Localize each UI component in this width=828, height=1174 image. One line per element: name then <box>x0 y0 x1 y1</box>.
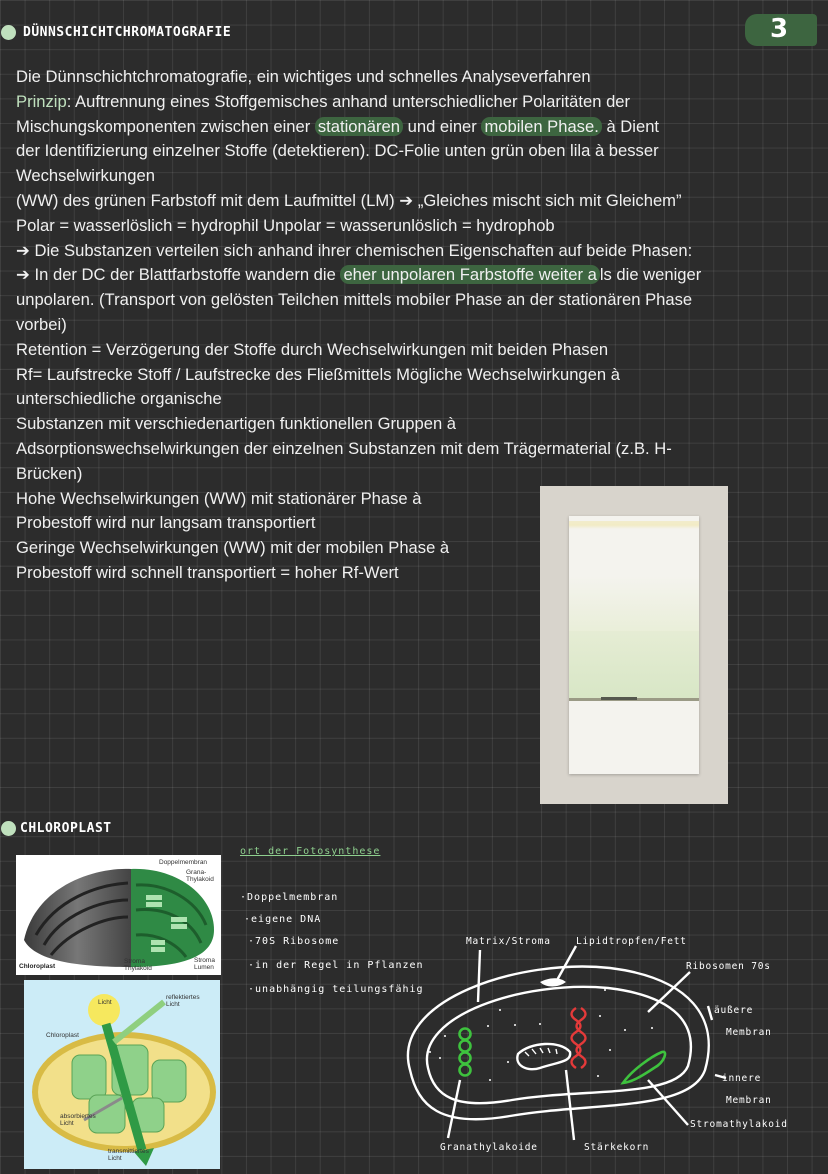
bullet-text: in der Regel in Pflanzen <box>255 960 424 971</box>
text-line <box>16 115 806 140</box>
sketch-label-lipid: Lipidtropfen/Fett <box>576 936 687 947</box>
prinzip-label: Prinzip <box>16 91 67 111</box>
text-span: ls die weniger <box>599 265 702 285</box>
sketch-label-stromathylakoid: Stromathylakoid <box>690 1119 788 1130</box>
section-title-chloroplast: CHLOROPLAST <box>20 821 112 836</box>
chloroplast-sketch <box>370 930 828 1169</box>
bullet-text: unabhängig teilungsfähig <box>255 984 424 995</box>
text-line: unterschiedliche organische <box>16 389 222 409</box>
sketch-label-matrix: Matrix/Stroma <box>466 936 551 947</box>
sketch-label-ribosomen: Ribosomen 70s <box>686 961 771 972</box>
label-chloroplast-2: Chloroplast <box>46 1032 79 1039</box>
text-span: : Auftrennung eines Stoffgemisches anhand unterschiedlicher Polaritäten der <box>66 91 631 111</box>
bullet-text: Doppelmembran <box>247 892 339 903</box>
section-bullet-dot <box>1 25 16 40</box>
start-spot <box>601 697 637 700</box>
label-doppelmembran: Doppelmembran <box>159 859 208 866</box>
label-absorbiert: absorbiertes Licht <box>60 1113 96 1127</box>
text-line: Polar = wasserlöslich = hydrophil Unpolar = wasserunlöslich = hydrophob <box>16 215 555 235</box>
sketch-label-membran-1: Membran <box>726 1027 772 1038</box>
text-line: vorbei) <box>16 314 67 334</box>
solvent-front-band <box>569 521 699 529</box>
bullet-text: 70S Ribosome <box>255 936 340 947</box>
text-line: Die Dünnschichtchromatografie, ein wichtiges und schnelles Analyseverfahren <box>16 67 591 86</box>
sketch-label-aeussere: äußere <box>714 1005 754 1016</box>
bullet-text: eigene DNA <box>251 914 322 925</box>
text-line: der Identifizierung einzelner Stoffe (detektieren). DC-Folie unten grün oben lila à besser <box>16 141 659 161</box>
bullet-2: ·eigene DNA <box>244 914 322 925</box>
pigment-band-pale <box>569 576 699 631</box>
sketch-label-innere: innere <box>722 1073 762 1084</box>
chloroplast-photo-diagram <box>16 855 221 975</box>
text-line: Hohe Wechselwirkungen (WW) mit stationärer Phase à <box>16 488 422 508</box>
text-line: Probestoff wird schnell transportiert = hoher Rf-Wert <box>16 562 399 582</box>
text-line: Brücken) <box>16 463 83 483</box>
dc-plate-photo <box>540 486 728 804</box>
text-span: Mischungskomponenten zwischen einer <box>16 116 311 136</box>
text-span: à Dient <box>606 116 660 136</box>
sketch-label-granathylakoide: Granathylakoide <box>440 1142 538 1153</box>
chloroplast-light-diagram <box>24 980 220 1169</box>
text-line: Adsorptionswechselwirkungen der einzelnen Substanzen mit dem Trägermaterial (z.B. H- <box>16 438 672 458</box>
highlight-stationaer: stationären <box>315 117 403 136</box>
note-ort-fotosynthese: ort der Fotosynthese <box>240 846 381 857</box>
label-stroma-thylakoid: Stroma Thylakoid <box>124 958 152 972</box>
label-grana-thylakoid: Grana- Thylakoid <box>186 869 214 883</box>
section-bullet-dot <box>1 821 16 836</box>
bullet-4: ·in der Regel in Pflanzen <box>248 960 424 971</box>
bullet-1: ·Doppelmembran <box>240 892 339 903</box>
page-number: 3 <box>770 14 789 44</box>
text-span: und einer <box>407 116 477 136</box>
bullet-5: ·unabhängig teilungsfähig <box>248 984 424 995</box>
label-transmittiert: transmittiertes Licht <box>108 1148 149 1162</box>
pigment-band-green <box>569 631 699 701</box>
text-line: Probestoff wird nur langsam transportiert <box>16 513 316 533</box>
highlight-mobil: mobilen Phase. <box>481 117 601 136</box>
text-line <box>16 263 806 288</box>
text-line <box>16 90 806 115</box>
text-span: ➔ In der DC der Blattfarbstoffe wandern die <box>16 265 336 285</box>
text-line: ➔ Die Substanzen verteilen sich anhand ihrer chemischen Eigenschaften auf beide Phasen: <box>16 240 693 260</box>
label-licht: Licht <box>98 999 112 1006</box>
light-absorption-illustration <box>24 980 220 1169</box>
bullet-3: ·70S Ribosome <box>248 936 340 947</box>
section-title-duennschicht: DÜNNSCHICHTCHROMATOGRAFIE <box>23 25 232 40</box>
text-line: Retention = Verzögerung der Stoffe durch Wechselwirkungen mit beiden Phasen <box>16 339 609 359</box>
text-line: Substanzen mit verschiedenartigen funktionellen Gruppen à <box>16 414 457 434</box>
text-line: unpolaren. (Transport von gelösten Teilchen mittels mobiler Phase an der stationären Phase <box>16 290 693 310</box>
sketch-label-staerkekorn: Stärkekorn <box>584 1142 650 1153</box>
dc-plate <box>569 516 699 774</box>
label-chloroplast: Chloroplast <box>19 963 56 970</box>
sketch-label-membran-2: Membran <box>726 1095 772 1106</box>
highlight-unpolar: eher unpolaren Farbstoffe weiter a <box>340 265 599 284</box>
text-line: Wechselwirkungen <box>16 166 155 186</box>
text-line: (WW) des grünen Farbstoff mit dem Laufmittel (LM) ➔ „Gleiches mischt sich mit Gleichem” <box>16 190 682 210</box>
text-line: Rf= Laufstrecke Stoff / Laufstrecke des Fließmittels Mögliche Wechselwirkungen à <box>16 364 620 384</box>
label-stroma-lumen: Stroma Lumen <box>194 957 215 971</box>
label-reflektiert: reflektiertes Licht <box>166 994 200 1008</box>
text-line: Geringe Wechselwirkungen (WW) mit der mobilen Phase à <box>16 538 450 558</box>
